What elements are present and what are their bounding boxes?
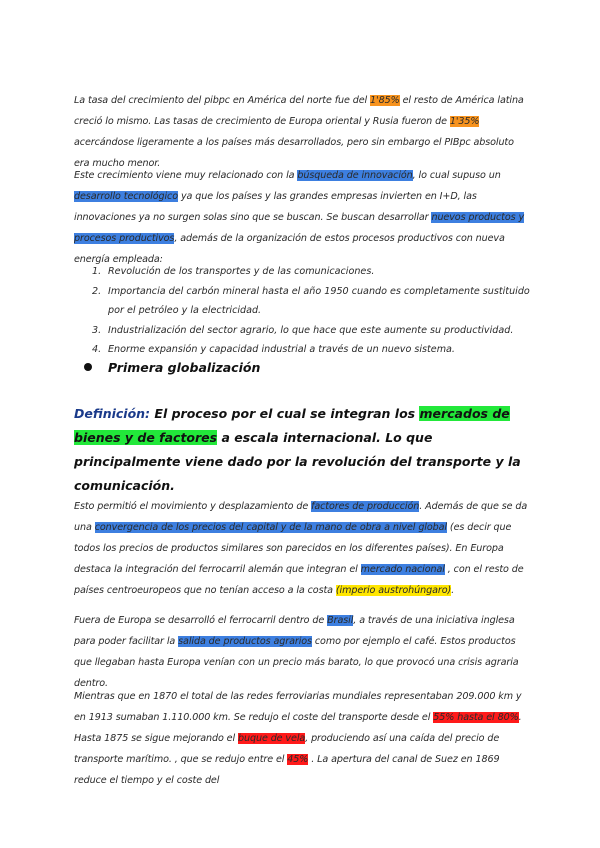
paragraph-text: , con el resto de países centroeuropeos que no tenían acceso a la costa — [74, 564, 524, 596]
paragraph-text: ya que los países y las grandes empresas invierten en I+D, las innovaciones ya no surgen solas sino que se buscan. Se buscan desarrollar — [74, 191, 477, 223]
list-number: 1. — [92, 266, 102, 277]
highlight-orange: 1'35% — [449, 116, 480, 127]
paragraph-text: . — [451, 585, 455, 596]
highlight-yellow: (imperio austrohúngaro) — [335, 585, 452, 596]
paragraph-text: el resto de América latina creció lo mismo. Las tasas de crecimiento de Europa oriental y Rusia fueron de — [74, 95, 524, 127]
list-item-text: Revolución de los transportes y de las comunicaciones. — [108, 266, 375, 277]
highlight-blue: salida de productos agrarios — [178, 636, 312, 647]
paragraph-railways — [74, 686, 530, 791]
highlight-red: buque de vela — [238, 733, 306, 744]
paragraph-factors — [74, 496, 530, 601]
paragraph-text: (es decir que todos los precios de productos similares son parecidos en los diferentes países). En Europa destaca la integración del ferrocarril alemán que integran el — [74, 522, 512, 575]
paragraph-text: acercándose ligeramente a los países más desarrollados, pero sin embargo el PIBpc absoluto era mucho menor. — [74, 137, 514, 169]
list-item — [74, 321, 530, 341]
definition-block — [74, 402, 534, 498]
section-heading — [84, 360, 260, 375]
paragraph-text: Mientras que en 1870 el total de las redes ferroviarias mundiales representaban 209.000 km y en 1913 sumaban 1.110.000 km. Se redujo el coste del transporte desde el — [74, 691, 522, 723]
highlight-blue: desarrollo tecnológico — [74, 191, 179, 202]
list-number: 2. — [92, 285, 102, 297]
numbered-list — [74, 262, 530, 360]
paragraph-text: , produciendo así una caída del precio de transporte marítimo. , que se redujo entre el — [74, 733, 500, 765]
list-item-text: Enorme expansión y capacidad industrial a través de un nuevo sistema. — [108, 344, 455, 355]
paragraph-text: , a través de una iniciativa inglesa para poder facilitar la — [74, 615, 515, 647]
paragraph-growth-rates — [74, 90, 530, 174]
paragraph-text: . La apertura del canal de Suez en 1869 reduce el tiempo y el coste del — [74, 754, 500, 786]
list-item — [74, 262, 530, 282]
list-item — [74, 282, 530, 321]
paragraph-text: . Hasta 1875 se sigue mejorando el — [74, 712, 522, 744]
highlight-orange: 1'85% — [370, 95, 400, 106]
list-number: 3. — [92, 324, 102, 336]
section-heading-text: Primera globalización — [108, 360, 261, 375]
list-item — [74, 340, 530, 360]
paragraph-innovation — [74, 165, 530, 270]
list-item-text: Importancia del carbón mineral hasta el año 1950 cuando es completamente sustituido por el petróleo y la electricidad. — [108, 285, 530, 316]
paragraph-text: como por ejemplo el café. Estos productos que llegaban hasta Europa venían con un precio más barato, lo que provocó una crisis agraria dentro. — [74, 636, 519, 689]
paragraph-text: Esto permitió el movimiento y desplazamiento de — [74, 501, 312, 512]
list-item-text: Industrialización del sector agrario, lo que hace que este aumente su productividad. — [108, 324, 514, 336]
definition-label: Definición: — [74, 406, 151, 421]
paragraph-text: . Además de que se da una — [74, 501, 528, 533]
paragraph-text: , lo cual supuso un — [412, 170, 501, 181]
highlight-blue: Brasil — [327, 615, 354, 626]
paragraph-text: La tasa del crecimiento del pibpc en América del norte fue del — [74, 95, 371, 106]
definition-text: El proceso por el cual se integran los — [150, 406, 420, 421]
highlight-blue: búsqueda de innovación — [297, 170, 413, 181]
definition-text: a escala internacional. Lo que principalmente viene dado por la revolución del transporte y la comunicación. — [74, 430, 521, 493]
paragraph-text: Fuera de Europa se desarrolló el ferrocarril dentro de — [74, 615, 328, 626]
highlight-blue: nuevos productos y procesos productivos — [74, 212, 525, 244]
highlight-blue: factores de producción — [311, 501, 420, 512]
paragraph-text: , además de la organización de estos procesos productivos con nueva energía empleada: — [74, 233, 505, 265]
paragraph-brasil — [74, 610, 530, 694]
highlight-red: 45% — [287, 754, 309, 765]
highlight-red: 55% hasta el 80% — [433, 712, 519, 723]
list-number: 4. — [92, 344, 102, 355]
paragraph-text: Este crecimiento viene muy relacionado con la — [74, 170, 298, 181]
highlight-blue: convergencia de los precios del capital y de la mano de obra a nivel global — [94, 522, 447, 533]
highlight-green: mercados de bienes y de factores — [74, 406, 510, 445]
highlight-blue: mercado nacional — [360, 564, 445, 575]
bullet-dot-icon — [84, 363, 92, 371]
